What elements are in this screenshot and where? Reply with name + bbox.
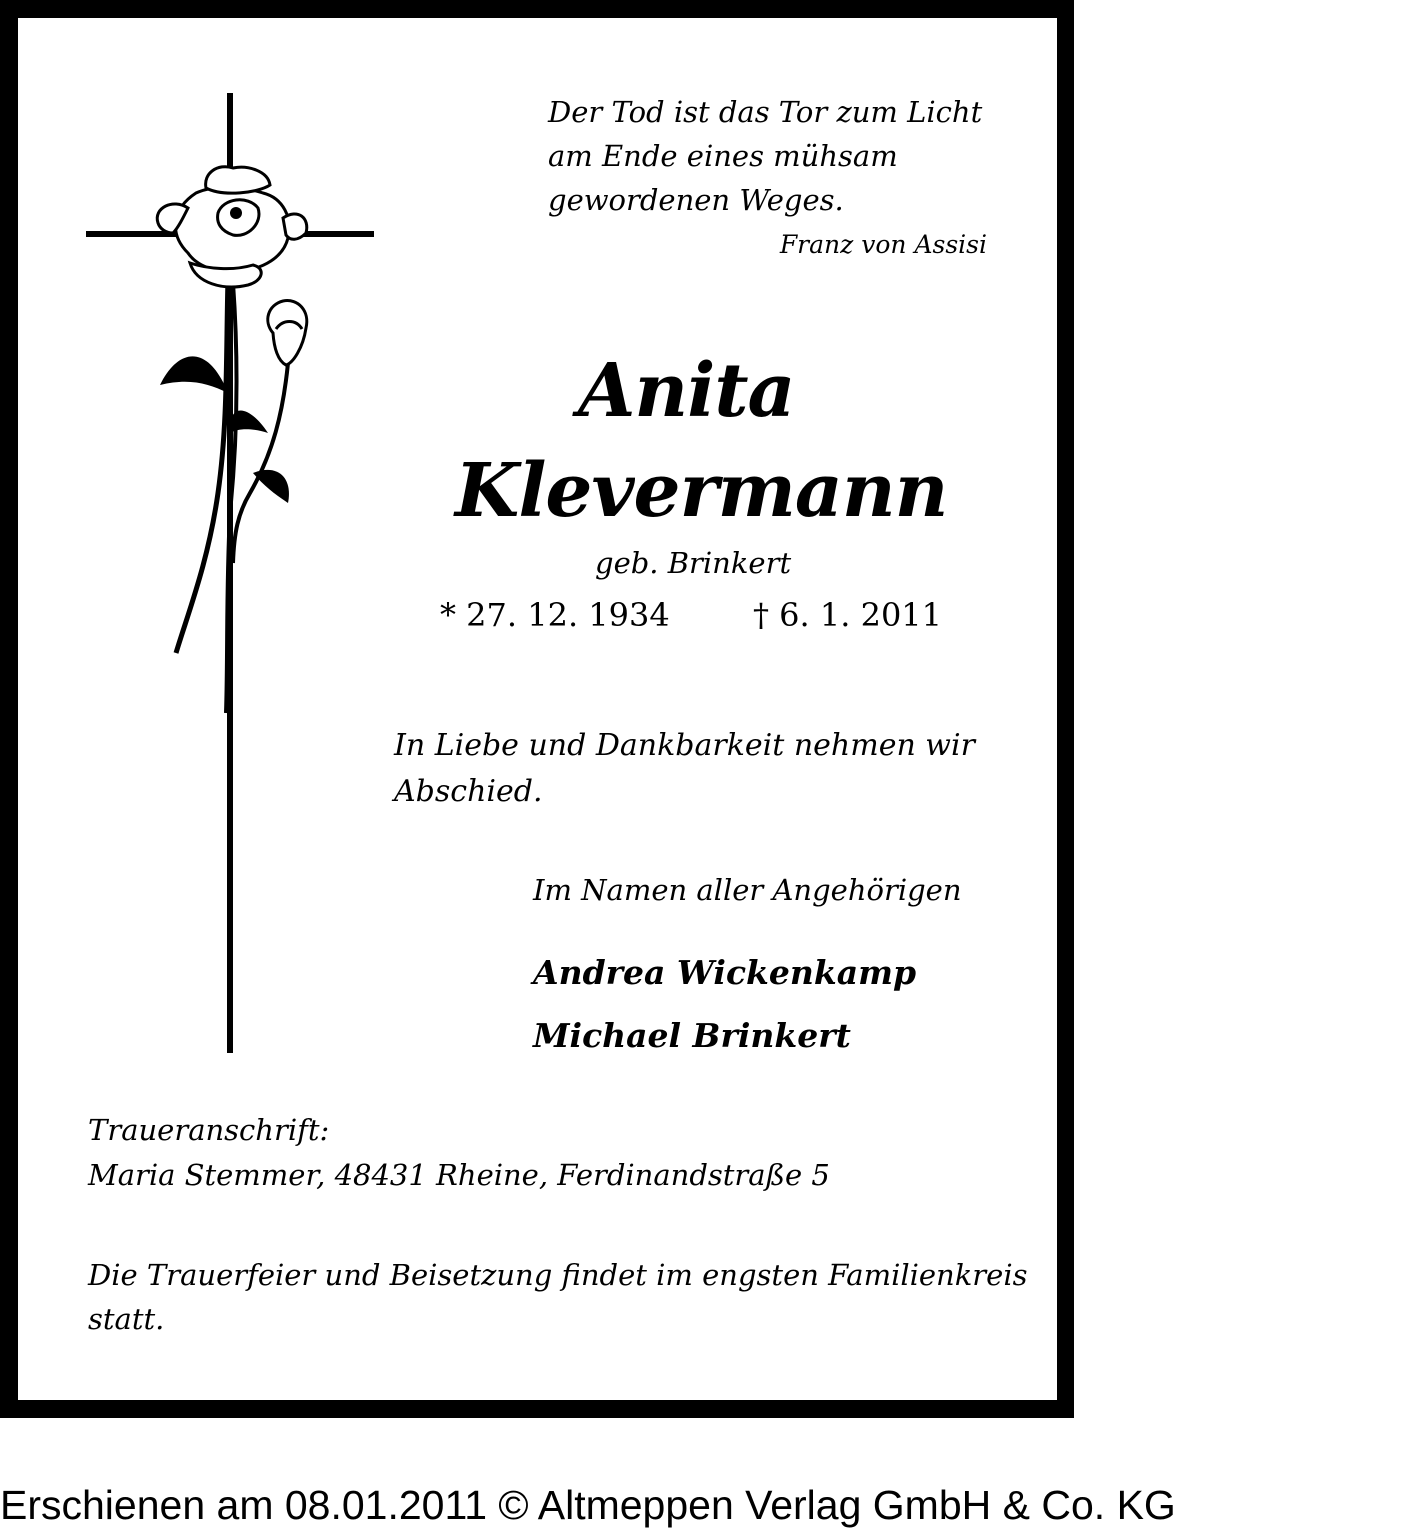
quote-line: am Ende eines mühsam xyxy=(548,139,898,173)
farewell-line: In Liebe und Dankbarkeit nehmen wir xyxy=(394,728,975,763)
address-text: Maria Stemmer, 48431 Rheine, Ferdinandstraße 5 xyxy=(88,1158,830,1192)
deceased-first-name: Anita xyxy=(578,348,795,434)
family-member-name: Michael Brinkert xyxy=(533,1016,851,1055)
maiden-name: geb. Brinkert xyxy=(595,546,792,580)
funeral-line: Die Trauerfeier und Beisetzung findet im engsten Familienkreis xyxy=(88,1258,1028,1292)
farewell-line: Abschied. xyxy=(394,774,543,809)
publication-footer: Erschienen am 08.01.2011 © Altmeppen Verlag GmbH & Co. KG xyxy=(0,1482,1176,1528)
funeral-note xyxy=(88,1253,1027,1341)
cross-with-rose-icon xyxy=(78,93,408,1083)
family-intro: Im Namen aller Angehörigen xyxy=(533,873,962,907)
quote-author: Franz von Assisi xyxy=(779,230,987,259)
farewell-text xyxy=(394,723,975,815)
death-date: † 6. 1. 2011 xyxy=(753,596,943,634)
quote xyxy=(548,90,982,222)
funeral-line: statt. xyxy=(88,1302,165,1336)
address-label: Traueranschrift: xyxy=(88,1113,330,1147)
birth-date: * 27. 12. 1934 xyxy=(440,596,670,634)
family-member-name: Andrea Wickenkamp xyxy=(533,953,917,992)
deceased-last-name: Klevermann xyxy=(455,448,948,534)
quote-line: Der Tod ist das Tor zum Licht xyxy=(548,95,983,129)
quote-line: gewordenen Weges. xyxy=(548,183,844,217)
